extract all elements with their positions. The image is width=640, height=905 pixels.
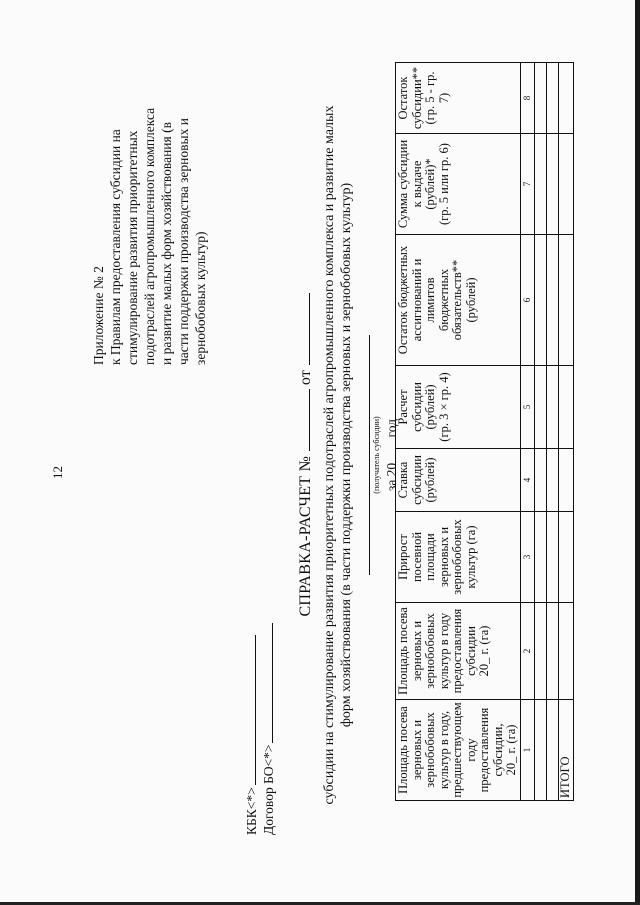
- column-number: 2: [520, 603, 535, 700]
- header-line: лимитов: [423, 277, 437, 323]
- header-line: культур в году,: [436, 710, 451, 790]
- total-row: [559, 63, 574, 801]
- total-cell: [559, 134, 574, 235]
- page-number: 12: [50, 466, 65, 479]
- header-line: культур (га): [463, 525, 478, 589]
- kbk-field: [243, 623, 260, 835]
- table-cell: [535, 512, 547, 603]
- header-line: предоставления: [450, 608, 464, 694]
- table-cell: [535, 134, 547, 235]
- table-cell: [535, 700, 547, 801]
- header-line: Площадь посева: [396, 706, 410, 794]
- year-suffix: год: [384, 419, 399, 438]
- appendix-line: подотраслей агропромышленного комплекса: [142, 107, 157, 365]
- contract-label: Договор БО<*>: [261, 744, 276, 835]
- header-line: бюджетных: [436, 268, 451, 332]
- header-fields: [243, 623, 277, 835]
- total-cell: [559, 512, 574, 603]
- kbk-label: КБК<*>: [244, 787, 259, 835]
- date-blank-line: [295, 293, 310, 365]
- table-row: [535, 63, 547, 801]
- appendix-line: к Правилам предоставления субсидии на: [108, 129, 123, 365]
- year-prefix: за 20: [384, 462, 399, 492]
- kbk-blank-line: [243, 635, 256, 785]
- header-line: зерновых и: [436, 526, 451, 588]
- appendix-line: зернобобовых культур): [193, 231, 208, 365]
- recipient-blank-line: [369, 335, 370, 575]
- header-line: субсидии: [409, 455, 424, 505]
- table-cell: [535, 603, 547, 700]
- appendix-line: стимулирование развития приоритетных: [125, 130, 140, 365]
- header-line: Остаток: [396, 76, 410, 120]
- recipient-caption: (получатель субсидии): [372, 416, 381, 494]
- column-number: 5: [520, 366, 535, 449]
- title-from-label: от: [297, 369, 314, 386]
- header-line: предшествующем: [450, 702, 464, 798]
- header-cell-3: [396, 512, 521, 603]
- header-line: субсидии: [463, 626, 478, 676]
- header-line: культур в году: [436, 612, 451, 690]
- table-cell: [547, 235, 559, 366]
- appendix-block: [90, 25, 209, 365]
- header-line: зернобобовых: [423, 613, 437, 689]
- table-cell: [547, 134, 559, 235]
- header-line: (гр. 3 × гр. 4): [436, 372, 451, 442]
- table-cell: [547, 449, 559, 512]
- header-line: предоставления: [477, 707, 491, 793]
- total-cell: [559, 366, 574, 449]
- header-line: субсидии: [409, 382, 424, 432]
- header-line: посевной: [409, 531, 424, 583]
- subtitle-line: форм хозяйствования (в части поддержки производства зерновых и зернобобовых культур): [339, 182, 354, 728]
- header-line: площади: [423, 533, 437, 581]
- column-number: 4: [520, 449, 535, 512]
- header-cell-1: [396, 700, 521, 801]
- document-subtitle: [321, 105, 355, 805]
- contract-blank-line: [260, 623, 273, 743]
- header-line: (рублей): [423, 384, 437, 430]
- header-cell-2: [396, 603, 521, 700]
- header-line: зерновых и: [409, 719, 424, 781]
- header-cell-7: [396, 134, 521, 235]
- appendix-line: части поддержки производства зерновых и: [176, 118, 191, 365]
- calculation-table: [395, 62, 574, 801]
- header-cell-4: [396, 449, 521, 512]
- header-line: Ставка: [396, 461, 410, 499]
- table-header-row: [396, 63, 521, 801]
- subtitle-line: субсидии на стимулирование развития приоритетных подотраслей агропромышленного комплекса и развитие малых: [322, 105, 337, 805]
- document-title: [295, 105, 315, 805]
- column-number: 8: [520, 63, 535, 134]
- header-line: 20_ г. (га): [504, 724, 518, 776]
- number-blank-line: [295, 389, 310, 451]
- table-cell: [547, 512, 559, 603]
- title-block: [295, 105, 400, 805]
- column-number: 6: [520, 235, 535, 366]
- header-line: (гр. 5 или гр. 6): [436, 143, 451, 225]
- header-line: году: [463, 738, 478, 762]
- table-row: [547, 63, 559, 801]
- total-label: ИТОГО: [559, 700, 574, 801]
- header-line: обязательств**: [450, 259, 464, 341]
- header-cell-6: [396, 235, 521, 366]
- table-cell: [547, 366, 559, 449]
- appendix-line: и развитие малых форм хозяйствования (в: [159, 122, 174, 365]
- column-number: 3: [520, 512, 535, 603]
- table-cell: [535, 63, 547, 134]
- header-line: Сумма субсидии: [396, 139, 410, 229]
- total-cell: [559, 603, 574, 700]
- total-cell: [559, 63, 574, 134]
- header-line: Прирост: [396, 534, 410, 580]
- table-cell: [535, 449, 547, 512]
- total-cell: [559, 235, 574, 366]
- header-line: субсидии**: [409, 66, 424, 130]
- total-cell: [559, 449, 574, 512]
- header-line: зернобобовых: [423, 712, 437, 788]
- title-main-text: СПРАВКА-РАСЧЕТ №: [297, 455, 314, 617]
- table-cell: [547, 700, 559, 801]
- header-line: зерновых и: [409, 620, 424, 682]
- table-cell: [547, 603, 559, 700]
- column-number: 1: [520, 700, 535, 801]
- column-number: 7: [520, 134, 535, 235]
- column-number-row: [520, 63, 535, 801]
- header-line: Остаток бюджетных: [396, 245, 410, 355]
- header-line: (рублей)*: [423, 158, 437, 210]
- header-line: 20_ г. (га): [477, 625, 491, 677]
- header-line: зернобобовых: [450, 519, 464, 595]
- header-cell-5: [396, 366, 521, 449]
- table-cell: [535, 366, 547, 449]
- appendix-line: Приложение № 2: [91, 266, 106, 365]
- header-line: (рублей): [463, 277, 478, 323]
- header-line: Площадь посева: [396, 607, 410, 695]
- header-line: (гр. 5 - гр. 7): [423, 71, 451, 125]
- table-cell: [547, 63, 559, 134]
- contract-field: [260, 623, 277, 835]
- header-cell-8: [396, 63, 521, 134]
- header-line: Расчет: [396, 389, 410, 425]
- header-line: субсидии,: [490, 723, 505, 777]
- table-cell: [535, 235, 547, 366]
- header-line: ассигнований и: [409, 258, 424, 342]
- header-line: к выдаче: [409, 160, 424, 208]
- header-line: (рублей): [423, 457, 437, 503]
